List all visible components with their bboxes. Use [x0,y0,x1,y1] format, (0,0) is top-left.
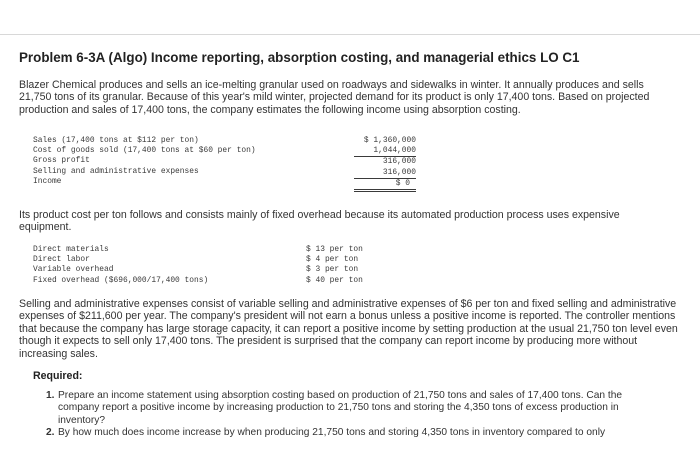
cost-row-label: Direct materials [33,245,109,254]
question-text: By how much does income increase by when producing 21,750 tons and storing 4,350 tons in inventory compared to only [58,427,606,438]
question-item [46,427,646,439]
question-number: 2. [46,427,55,438]
cost-row-label: Fixed overhead ($696,000/17,400 tons) [33,275,209,285]
income-statement-labels [33,136,256,187]
cost-row-value: $ 13 per ton [306,245,363,254]
income-row-label: Sales (17,400 tons at $112 per ton) [33,136,199,145]
cost-row-label: Variable overhead [33,265,114,275]
income-row-label: Selling and administrative expenses [33,166,199,176]
question-list [46,390,646,439]
problem-title: Problem 6-3A (Algo) Income reporting, absorption costing, and managerial ethics LO C1 [19,50,580,65]
cost-row-value: $ 4 per ton [306,255,359,265]
income-row-label: Cost of goods sold (17,400 tons at $60 per ton) [33,146,256,156]
product-cost-values [306,245,363,286]
question-item [46,390,646,427]
income-row-label: Gross profit [33,156,90,166]
income-row-value: 316,000 [354,168,416,179]
income-row-label: Income [33,176,62,186]
income-statement-values [354,136,416,192]
cost-row-value: $ 3 per ton [306,265,359,275]
income-row-value: 1,044,000 [354,146,416,157]
income-row-value: 316,000 [382,157,416,167]
income-row-value: $ 1,360,000 [363,136,416,145]
required-heading: Required: [33,370,83,382]
details-paragraph: Selling and administrative expenses consist of variable selling and administrative expenses of $6 per ton and fixed selling and administrative expenses of $211,600 per year. The company's president will not earn a bonus unless a positive income is reported. The controller mentions that because the company has large storage capacity, it can report a positive income by setting production at the usual 21,750 ton level even though it expects to sell only 17,400 tons. The president is surprised that the company can report income by producing more without increasing sales. [19,298,678,360]
income-row-value: $ 0 [354,179,416,192]
product-cost-intro: Its product cost per ton follows and consists mainly of fixed overhead because its automated production process uses expensive equipment. [19,209,620,234]
question-text: Prepare an income statement using absorption costing based on production of 21,750 tons and sales of 17,400 tons. Can the company report a positive income by increasing production to 21,750 tons and storing the 4,350 tons of excess production in inventory? [58,390,623,426]
product-cost-labels [33,245,208,286]
divider [0,34,700,35]
cost-row-label: Direct labor [33,255,90,265]
intro-paragraph: Blazer Chemical produces and sells an ice-melting granular used on roadways and sidewalks in winter. It annually produces and sells 21,750 tons of its granular. Because of this year's mild winter, projected demand for its product is only 17,400 tons. Based on projected production and sales of 17,400 tons, the company estimates the following income using absorption costing. [19,79,650,116]
cost-row-value: $ 40 per ton [306,275,363,285]
question-number: 1. [46,390,55,401]
